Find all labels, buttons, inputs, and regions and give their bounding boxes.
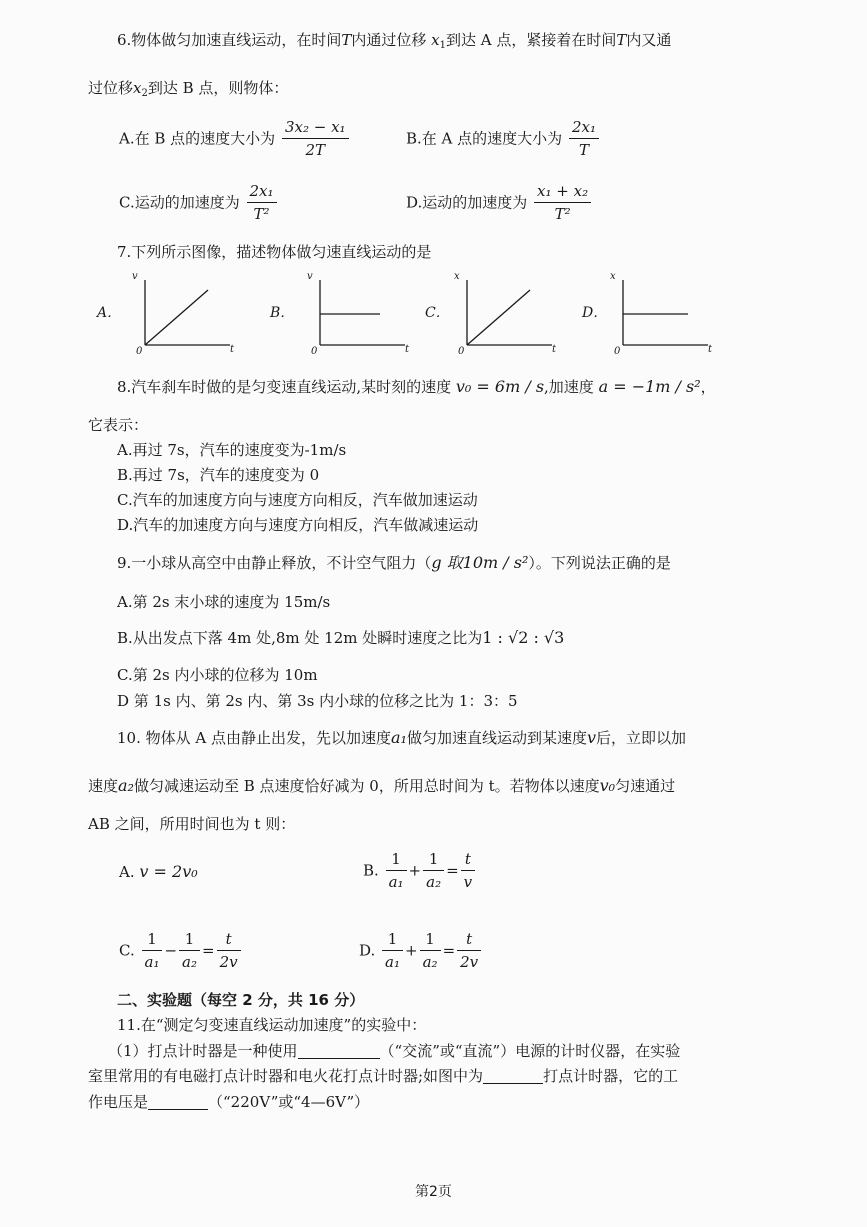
q10-line2-part-b: 做匀减速运动至 B 点速度恰好减为 0，所用总时间为 t。若物体以速度: [133, 777, 600, 795]
q7-graph-a: [130, 270, 240, 355]
q10-line2-part-a: 速度: [88, 777, 119, 795]
q8-stem-line2: 它表示：: [88, 416, 149, 434]
q8-option-c: C.汽车的加速度方向与速度方向相反，汽车做加速运动: [117, 491, 478, 509]
q10-option-d: [359, 928, 483, 973]
q6-line2-part-b: 到达 B 点，则物体：: [147, 79, 289, 97]
q8-option-b: B.再过 7s，汽车的速度变为 0: [117, 466, 320, 484]
q11-line1-part-b: （“交流”或“直流”）电源的计时仪器，在实验: [379, 1042, 681, 1060]
q7-graph-b-x-label: t: [405, 344, 410, 355]
q6-stem-part-b: 内通过位移: [351, 31, 427, 49]
q10-option-b-label: B.: [363, 861, 379, 880]
q6-option-c-text: C.运动的加速度为: [119, 193, 240, 212]
q11-line3: [88, 1092, 369, 1112]
q10-a2-symbol: a₂: [118, 776, 134, 795]
q10-option-a-label: A.: [119, 863, 135, 881]
q6-option-a-text: A.在 B 点的速度大小为: [119, 129, 276, 148]
q6-option-b-fraction: $\frac{\text{2x₁}}{T}$: [569, 116, 599, 161]
q10-option-b-equals: =: [446, 861, 459, 880]
q10-option-c-label: C.: [119, 941, 135, 960]
q6-stem-part-a: 6.物体做匀加速直线运动，在时间: [117, 31, 342, 49]
q9-option-b-text: B.从出发点下落 4m 处,8m 处 12m 处瞬时速度之比为: [117, 629, 483, 647]
q8-option-d: D.汽车的加速度方向与速度方向相反，汽车做减速运动: [117, 516, 479, 534]
q6-stem-line1: [117, 30, 671, 56]
q9-stem-part-a: 9.一小球从高空中由静止释放，不计空气阻力（: [117, 554, 432, 572]
q11-line1: [108, 1041, 680, 1061]
q7-graph-c-y-label: x: [454, 271, 460, 282]
q8-stem-part-a: 8.汽车刹车时做的是匀变速直线运动,某时刻的速度: [117, 378, 452, 396]
q6-option-b: [406, 116, 601, 161]
q10-line2-part-c: 匀速通过: [615, 777, 676, 795]
q10-line1-part-a: 10. 物体从 A 点由静止出发，先以加速度: [117, 729, 391, 747]
q8-option-a: A.再过 7s，汽车的速度变为-1m/s: [117, 441, 347, 459]
q9-option-b-ratio: 1 : √2 : √3: [482, 628, 565, 647]
q7-graph-d-origin: 0: [614, 346, 621, 357]
q6-option-d: [406, 180, 593, 225]
section-2-title: 二、实验题（每空 2 分，共 16 分）: [117, 991, 365, 1009]
q10-option-d-equals: =: [442, 941, 456, 960]
q10-stem-line3: AB 之间，所用时间也为 t 则：: [88, 815, 296, 833]
q10-option-c-minus: −: [164, 941, 178, 960]
q10-option-d-rhs: $\frac{t}{2v}$: [457, 928, 481, 973]
q7-graph-c: [452, 270, 562, 355]
q10-option-b: [363, 848, 477, 893]
q6-option-d-fraction: $\frac{\text{x₁ + x₂}}{\text{T²}}$: [534, 180, 591, 225]
q6-stem-part-d: 内又通: [626, 31, 672, 49]
q7-stem: 7.下列所示图像，描述物体做匀速直线运动的是: [117, 243, 432, 261]
q10-option-d-term1: $\frac{1}{\text{a₁}}$: [382, 928, 403, 973]
q6-option-c-fraction: $\frac{\text{2x₁}}{\text{T²}}$: [247, 180, 277, 225]
q11-line2: [88, 1066, 678, 1086]
q7-graph-d-y-label: x: [610, 271, 616, 282]
q6-option-c: [119, 180, 279, 225]
q6-option-a: [119, 116, 351, 161]
q7-graph-a-label: A．: [97, 305, 122, 321]
q10-option-c-rhs: $\frac{t}{2v}$: [217, 928, 241, 973]
q10-option-c: [119, 928, 243, 973]
q10-option-d-term2: $\frac{1}{\text{a₂}}$: [420, 928, 441, 973]
q7-graph-a-origin: 0: [136, 346, 143, 357]
q10-v-symbol: v: [586, 728, 597, 747]
q6-option-b-text: B.在 A 点的速度大小为: [406, 129, 563, 148]
q10-stem-line1: [117, 728, 686, 748]
q10-a1-symbol: a₁: [391, 728, 407, 747]
q9-option-b: [117, 628, 564, 648]
q9-option-c: C.第 2s 内小球的位移为 10m: [117, 666, 318, 684]
q7-graph-b: [305, 270, 415, 355]
q10-option-c-term1: $\frac{1}{\text{a₁}}$: [142, 928, 163, 973]
q6-option-d-text: D.运动的加速度为: [406, 193, 528, 212]
q6-stem-part-c: 到达 A 点，紧接着在时间: [445, 31, 617, 49]
q10-option-d-plus: +: [405, 941, 418, 960]
q11-line3-part-b: （“220V”或“4—6V”）: [208, 1093, 370, 1111]
q7-graph-c-origin: 0: [458, 346, 465, 357]
q7-graph-b-origin: 0: [311, 346, 318, 357]
q9-stem: [117, 553, 671, 573]
q8-acceleration-equation: a = −1m / s²: [598, 377, 701, 396]
q6-x2-symbol: $x_2$: [133, 79, 148, 99]
q8-stem-line1: [117, 377, 716, 397]
q10-option-c-equals: =: [202, 941, 215, 960]
q6-x1-symbol: $x_1$: [431, 31, 446, 51]
q6-option-a-fraction: $\frac{\text{3x₂ − x₁}}{2T}$: [282, 116, 349, 161]
q10-line1-part-c: 后，立即以加: [596, 729, 687, 747]
q10-option-b-rhs: $\frac{t}{v}$: [461, 848, 475, 893]
q9-stem-part-b: ）。下列说法正确的是: [528, 554, 671, 572]
q7-graph-c-x-label: t: [552, 344, 557, 355]
q7-graph-b-y-label: v: [307, 271, 313, 282]
q8-stem-part-c: ，: [700, 378, 716, 396]
page-number: 第2页: [415, 1184, 452, 1200]
q11-line2-part-b: 打点计时器，它的工: [543, 1067, 679, 1085]
q11-blank-1[interactable]: [298, 1042, 380, 1059]
q10-option-b-term2: $\frac{1}{\text{a₂}}$: [423, 848, 444, 893]
q6-T-symbol: T: [341, 31, 352, 49]
q7-graph-c-label: C．: [425, 305, 450, 321]
q11-line1-part-a: （1）打点计时器是一种使用: [108, 1042, 298, 1060]
q10-option-d-label: D.: [359, 941, 376, 960]
q10-option-a: [119, 862, 198, 882]
q10-option-c-term2: $\frac{1}{\text{a₂}}$: [179, 928, 200, 973]
q6-stem-line2: [88, 78, 288, 104]
q11-blank-3[interactable]: [148, 1093, 208, 1110]
q9-g-value: g 取10m / s²: [431, 553, 529, 572]
q8-velocity-equation: v₀ = 6m / s: [455, 377, 545, 396]
q7-graph-d-x-label: t: [708, 344, 713, 355]
q7-graph-d: [608, 270, 718, 355]
q7-graph-b-label: B．: [270, 305, 295, 321]
q10-stem-line2: [88, 776, 675, 796]
q7-graph-d-label: D．: [582, 305, 608, 321]
q10-v0-symbol: v₀: [599, 776, 616, 795]
q6-line2-part-a: 过位移: [88, 79, 134, 97]
q11-stem: 11.在“测定匀变速直线运动加速度”的实验中：: [117, 1016, 427, 1034]
q7-graph-a-y-label: v: [132, 271, 138, 282]
q11-line2-part-a: 室里常用的有电磁打点计时器和电火花打点计时器;如图中为: [88, 1067, 484, 1085]
q9-option-d: D 第 1s 内、第 2s 内、第 3s 内小球的位移之比为 1：3：5: [117, 692, 518, 710]
q6-T-symbol-2: T: [616, 31, 627, 49]
q10-option-a-equation: v = 2v₀: [139, 862, 198, 881]
q7-graph-a-x-label: t: [230, 344, 235, 355]
q11-blank-2[interactable]: [483, 1067, 543, 1084]
q8-stem-part-b: ,加速度: [544, 378, 594, 396]
q10-line1-part-b: 做匀加速直线运动到某速度: [406, 729, 587, 747]
q9-option-a: A.第 2s 末小球的速度为 15m/s: [117, 593, 331, 611]
q11-line3-part-a: 作电压是: [88, 1093, 149, 1111]
q10-option-b-plus: +: [408, 861, 422, 880]
q10-option-b-term1: $\frac{1}{\text{a₁}}$: [386, 848, 407, 893]
